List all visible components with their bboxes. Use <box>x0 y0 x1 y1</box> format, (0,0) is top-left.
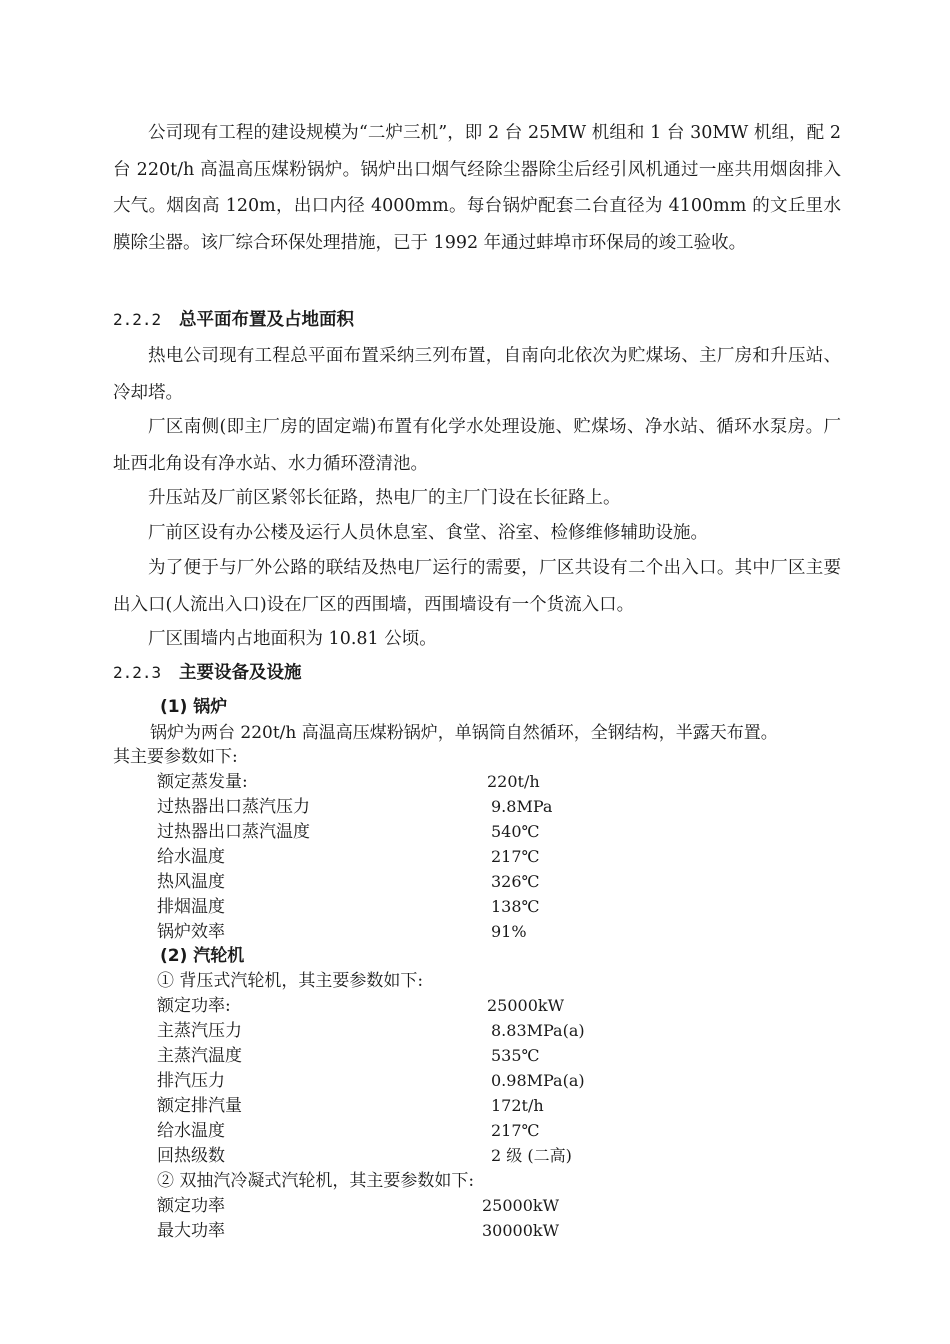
param-value: 217℃ <box>491 1121 540 1140</box>
section-heading-2-2-3 <box>113 662 302 684</box>
param-value: 30000kW <box>482 1221 560 1240</box>
param-value: 535℃ <box>491 1046 540 1065</box>
paragraph-south-side: 厂区南侧(即主厂房的固定端)布置有化学水处理设施、贮煤场、净水站、循环水泵房。厂址西北角设有净水站、水力循环澄清池。 <box>113 417 841 474</box>
param-label: 过热器出口蒸汽压力 <box>157 797 310 817</box>
subheading-boiler: (1) 锅炉 <box>160 697 228 717</box>
turbine-param-row <box>157 1095 677 1117</box>
param-value: 172t/h <box>491 1096 544 1115</box>
param-value: 9.8MPa <box>491 797 553 816</box>
param-value: 8.83MPa(a) <box>491 1021 585 1040</box>
param-label: 主蒸汽压力 <box>157 1021 242 1041</box>
section-title: 总平面布置及占地面积 <box>179 310 354 330</box>
boiler-description-line1: 锅炉为两台 220t/h 高温高压煤粉锅炉，单锅筒自然循环，全钢结构，半露天布置。 <box>150 723 778 743</box>
param-label: 额定排汽量 <box>157 1096 242 1116</box>
param-label: 额定功率 <box>157 1196 225 1216</box>
param-value: 217℃ <box>491 847 540 866</box>
param-value: 138℃ <box>491 897 540 916</box>
param-label: 额定功率: <box>157 996 231 1016</box>
param-label: 热风温度 <box>157 872 225 892</box>
boiler-param-row <box>157 796 677 818</box>
paragraph-front-area: 厂前区设有办公楼及运行人员休息室、食堂、浴室、检修维修辅助设施。 <box>148 523 708 543</box>
param-label: 最大功率 <box>157 1221 225 1241</box>
param-label: 过热器出口蒸汽温度 <box>157 822 310 842</box>
boiler-param-row <box>157 771 677 793</box>
section-heading-2-2-2 <box>113 309 354 331</box>
param-value: 91% <box>491 922 527 941</box>
boiler-param-row <box>157 871 677 893</box>
param-label: 给水温度 <box>157 1121 225 1141</box>
param-value: 25000kW <box>487 996 565 1015</box>
param-label: 主蒸汽温度 <box>157 1046 242 1066</box>
subheading-turbine: (2) 汽轮机 <box>160 946 245 966</box>
param-label: 排烟温度 <box>157 897 225 917</box>
param-label: 回热级数 <box>157 1146 225 1166</box>
param-label: 额定蒸发量: <box>157 772 248 792</box>
boiler-param-row <box>157 921 677 943</box>
param-value: 25000kW <box>482 1196 560 1215</box>
turbine-param-row <box>157 1145 677 1167</box>
param-value: 0.98MPa(a) <box>491 1071 585 1090</box>
param-value: 326℃ <box>491 872 540 891</box>
intro-paragraph: 公司现有工程的建设规模为“二炉三机”，即 2 台 25MW 机组和 1 台 30MW 机组，配 2 台 220t/h 高温高压煤粉锅炉。锅炉出口烟气经除尘器除尘后经引风机通过一座共用烟囱排入大气。烟囱高 120m，出口内径 4000mm。每台锅炉配套二台直径为 4100mm 的文丘里水膜除尘器。该厂综合环保处理措施，已于 1992 年通过蚌埠市环保局的竣工验收。 <box>113 123 841 253</box>
param-value: 540℃ <box>491 822 540 841</box>
turbine-param-row <box>157 1070 677 1092</box>
turbine-param-row <box>157 995 677 1017</box>
param-label: 锅炉效率 <box>157 922 225 942</box>
turbine-param-row <box>157 1220 677 1242</box>
turbine-param-row <box>157 1120 677 1142</box>
paragraph-area: 厂区围墙内占地面积为 10.81 公顷。 <box>148 629 437 649</box>
back-pressure-intro: ① 背压式汽轮机，其主要参数如下: <box>157 971 424 991</box>
param-value: 220t/h <box>487 772 540 791</box>
paragraph-entrances: 为了便于与厂外公路的联结及热电厂运行的需要，厂区共设有二个出入口。其中厂区主要出入口(人流出入口)设在厂区的西围墙，西围墙设有一个货流入口。 <box>113 558 841 615</box>
section-number: 2.2.2 <box>113 310 162 329</box>
param-label: 排汽压力 <box>157 1071 225 1091</box>
condensing-intro: ② 双抽汽冷凝式汽轮机，其主要参数如下: <box>157 1171 475 1191</box>
boiler-param-row <box>157 846 677 868</box>
turbine-param-row <box>157 1195 677 1217</box>
param-value: 2 级 (二高) <box>491 1146 572 1165</box>
param-label: 给水温度 <box>157 847 225 867</box>
turbine-param-row <box>157 1045 677 1067</box>
paragraph-layout: 热电公司现有工程总平面布置采纳三列布置，自南向北依次为贮煤场、主厂房和升压站、冷却塔。 <box>113 346 841 403</box>
boiler-param-row <box>157 821 677 843</box>
section-number: 2.2.3 <box>113 663 162 682</box>
section-title: 主要设备及设施 <box>179 663 302 683</box>
boiler-param-row <box>157 896 677 918</box>
boiler-description-line2: 其主要参数如下: <box>113 747 238 767</box>
paragraph-substation: 升压站及厂前区紧邻长征路，热电厂的主厂门设在长征路上。 <box>148 488 621 508</box>
turbine-param-row <box>157 1020 677 1042</box>
